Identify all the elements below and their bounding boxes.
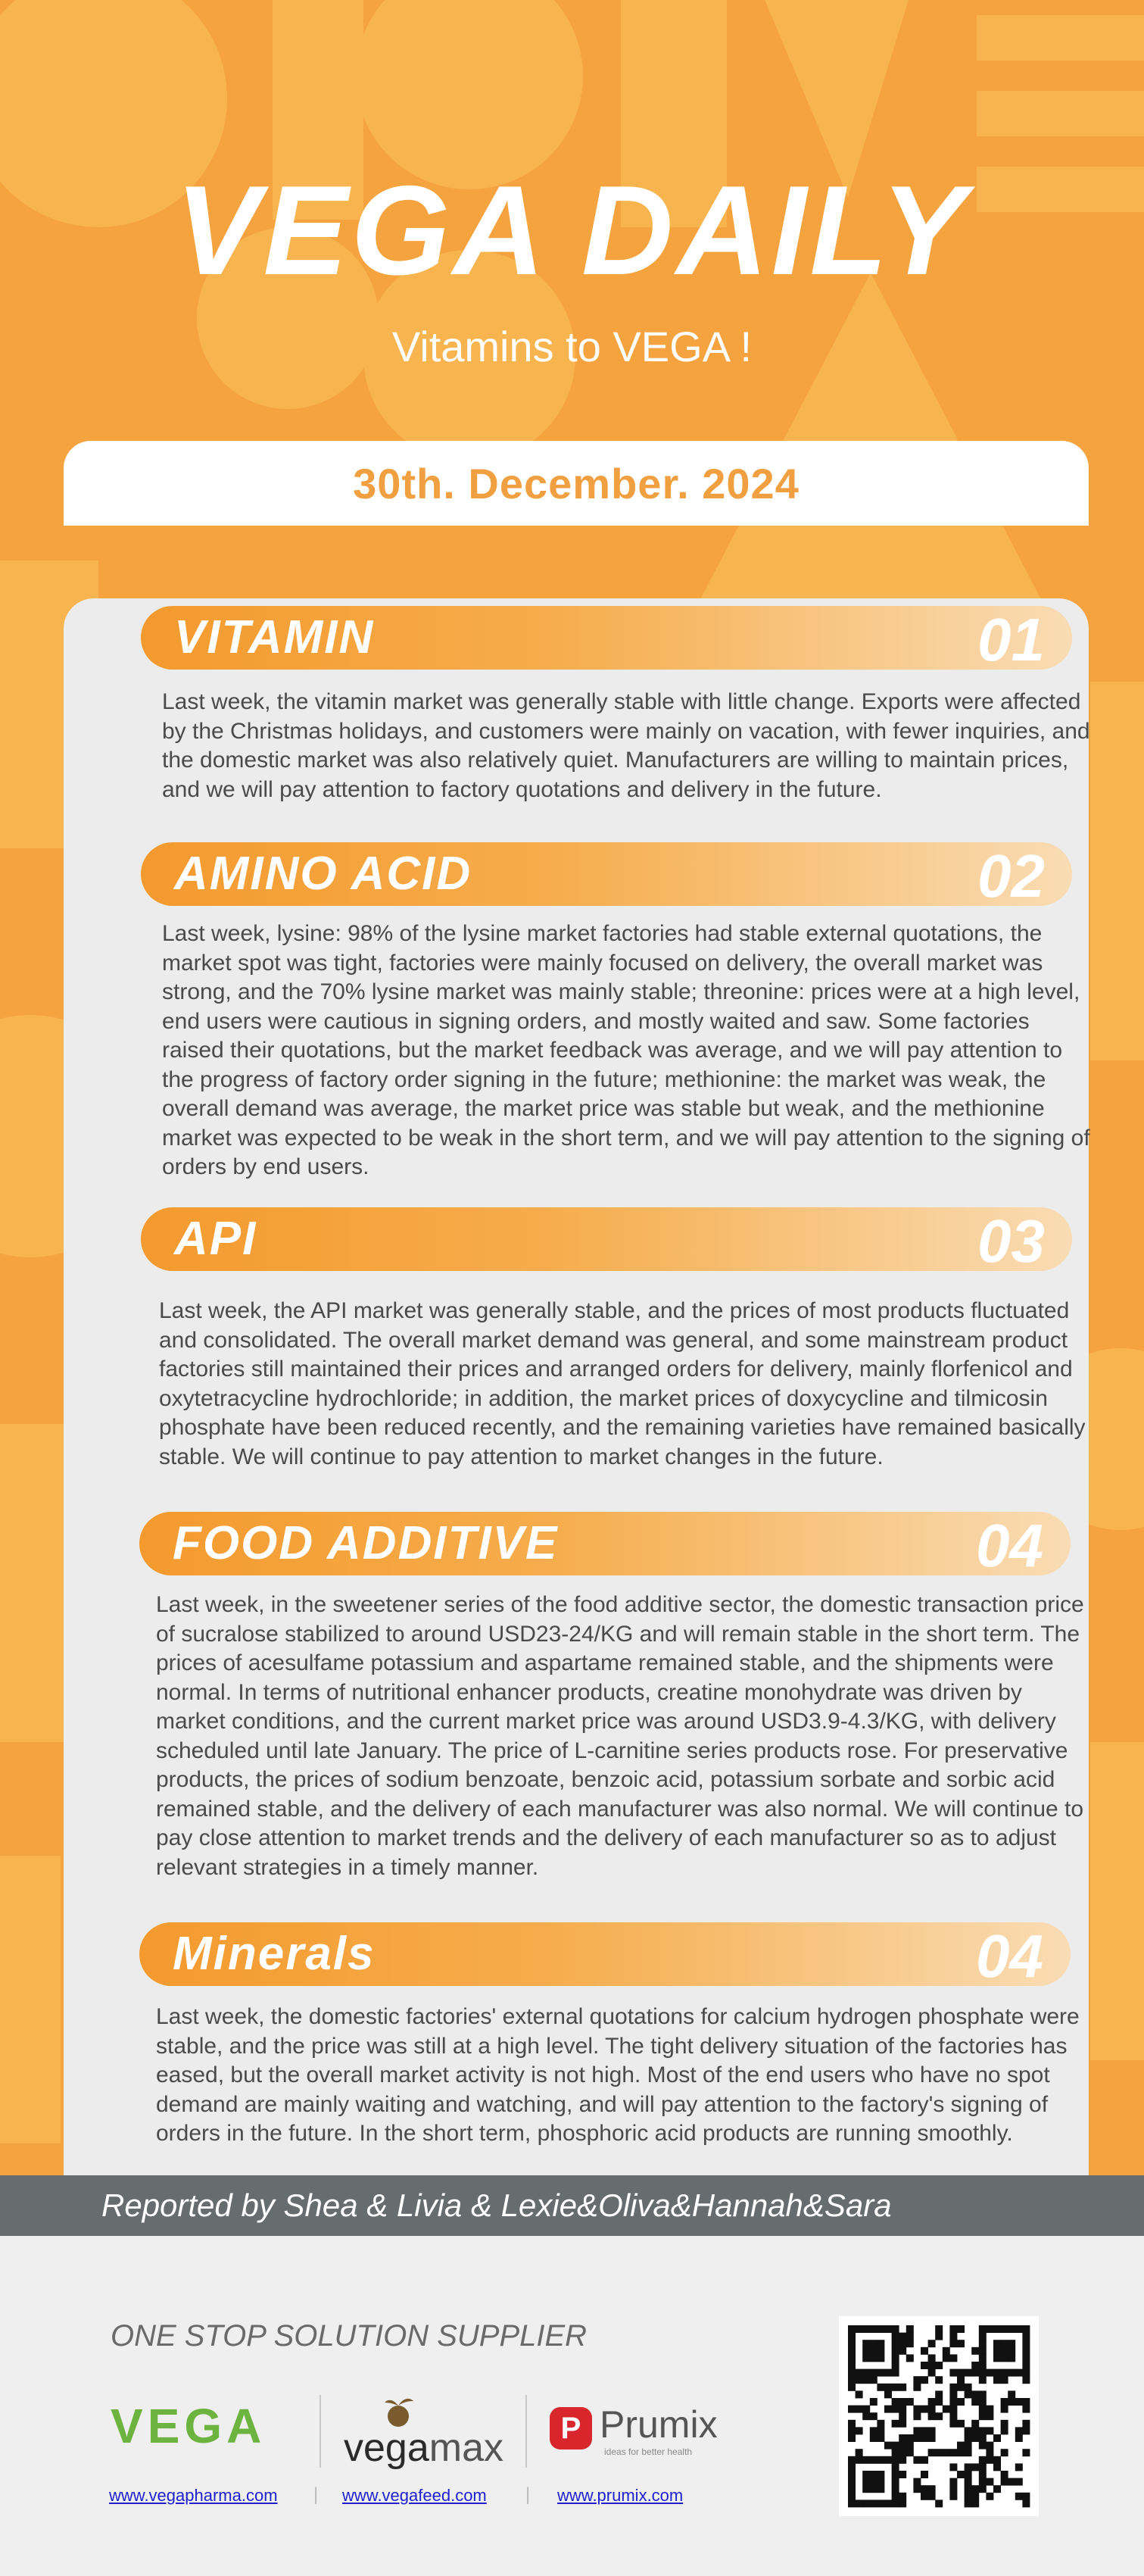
section-text: Last week, the vitamin market was generally stable with little change. Exports were affected by the Christmas holidays, and customers were mainly on vacation, with fewer inquiries, and the domestic market was also relatively quiet. Manufacturers are willing to maintain prices, and we will pay attention to factory quotations and delivery in the future.: [162, 689, 1090, 802]
section-number: 04: [976, 1512, 1043, 1579]
section-number: 01: [977, 606, 1045, 673]
logo-divider: [525, 2395, 527, 2468]
link-vegapharma[interactable]: www.vegapharma.com: [109, 2486, 278, 2505]
prumix-mark-icon: P: [550, 2407, 592, 2450]
reporter-bar: [0, 2175, 1144, 2236]
qr-code-icon: [839, 2316, 1039, 2516]
date-box: [64, 441, 1089, 526]
section-number: 04: [976, 1922, 1043, 1990]
prumix-sub-text: ideas for better health: [604, 2446, 693, 2457]
qr-code[interactable]: [839, 2316, 1039, 2516]
logo-divider: [320, 2395, 321, 2468]
section-banner: [141, 606, 1072, 673]
tagline: ONE STOP SOLUTION SUPPLIER: [111, 2319, 588, 2353]
section-title: AMINO ACID: [174, 848, 472, 900]
section-title: VITAMIN: [174, 611, 375, 664]
section-title: Minerals: [173, 1928, 376, 1980]
section-banner: [139, 1512, 1071, 1579]
section-text: Last week, lysine: 98% of the lysine market factories had stable external quotations, the market spot was tight, factories were mainly focused on delivery, the overall market was strong, and the 70% lysine market was mainly stable; threonine: prices were at a high level, end users were cautious in signing orders, and mostly waited and saw. Some factories raised their quotations, but the market feedback was average, and we will pay attention to the progress of factory order signing in the future; methionine: the market was weak, the overall demand was average, the market price was stable but weak, and the methionine market was expected to be weak in the short term, and we will pay attention to the signing of orders by end users.: [162, 921, 1090, 1179]
link-separator: |: [313, 2484, 319, 2505]
section-title: FOOD ADDITIVE: [173, 1517, 559, 1569]
footer: [0, 2236, 1144, 2576]
link-prumix[interactable]: www.prumix.com: [557, 2486, 684, 2505]
prumix-logo: [550, 2403, 731, 2463]
link-separator: |: [525, 2484, 531, 2505]
section-text: Last week, the API market was generally stable, and the prices of most products fluctuated and consolidated. The overall market demand was general, and some mainstream product factories still maintained their prices and arranged orders for delivery, mainly florfenicol and oxytetracycline hydrochloride; in addition, the market prices of doxycycline and tilmicosin phosphate have been reduced recently, and the remaining varieties have remained basically stable. We will continue to pay attention to market changes in the future.: [159, 1298, 1086, 1469]
section-banner: [141, 1207, 1072, 1275]
section-number: 02: [977, 842, 1045, 910]
section-text: Last week, the domestic factories' external quotations for calcium hydrogen phosphate were stable, and the price was still at a high level. The tight delivery situation of the factories has eased, but the overall market activity is not high. Most of the end users who have no spot demand are mainly waiting and watching, and will pay attention to the factory's signing of orders in the future. In the short term, phosphoric acid products are running smoothly.: [156, 2004, 1080, 2146]
section-title: API: [174, 1213, 257, 1265]
leaf-icon: [377, 2393, 419, 2430]
link-vegafeed[interactable]: www.vegafeed.com: [342, 2486, 487, 2505]
section-text: Last week, in the sweetener series of the food additive sector, the domestic transaction price of sucralose stabilized to around USD23-24/KG and will remain stable in the short term. The prices of acesulfame potassium and aspartame remained stable, and the shipments were normal. In terms of nutritional enhancer products, creatine monohydrate was driven by market conditions, and the current market price was around USD3.9-4.3/KG, with delivery scheduled until late January. The price of L-carnitine series products rose. For preservative products, the prices of sodium benzoate, benzoic acid, potassium sorbate and sorbic acid remained stable, and the delivery of each manufacturer was also normal. We will continue to pay close attention to market trends and the delivery of each manufacturer so as to adjust relevant strategies in a timely manner.: [156, 1592, 1084, 1880]
reporter-credits: Reported by Shea & Livia & Lexie&Oliva&Hannah&Sara: [101, 2187, 892, 2223]
page-title: VEGA DAILY: [175, 159, 969, 301]
vega-logo-text: VEGA: [111, 2399, 267, 2453]
vegamax-logo: [344, 2393, 503, 2477]
section-number: 03: [977, 1207, 1045, 1275]
section-banner: [139, 1922, 1071, 1990]
section-banner: [141, 842, 1072, 910]
page-subtitle: Vitamins to VEGA !: [391, 323, 753, 370]
issue-date: 30th. December. 2024: [353, 459, 800, 507]
vegamax-logo-text: vegamax: [344, 2426, 504, 2470]
vega-logo: [111, 2398, 266, 2454]
prumix-logo-text: Prumix: [600, 2403, 718, 2446]
